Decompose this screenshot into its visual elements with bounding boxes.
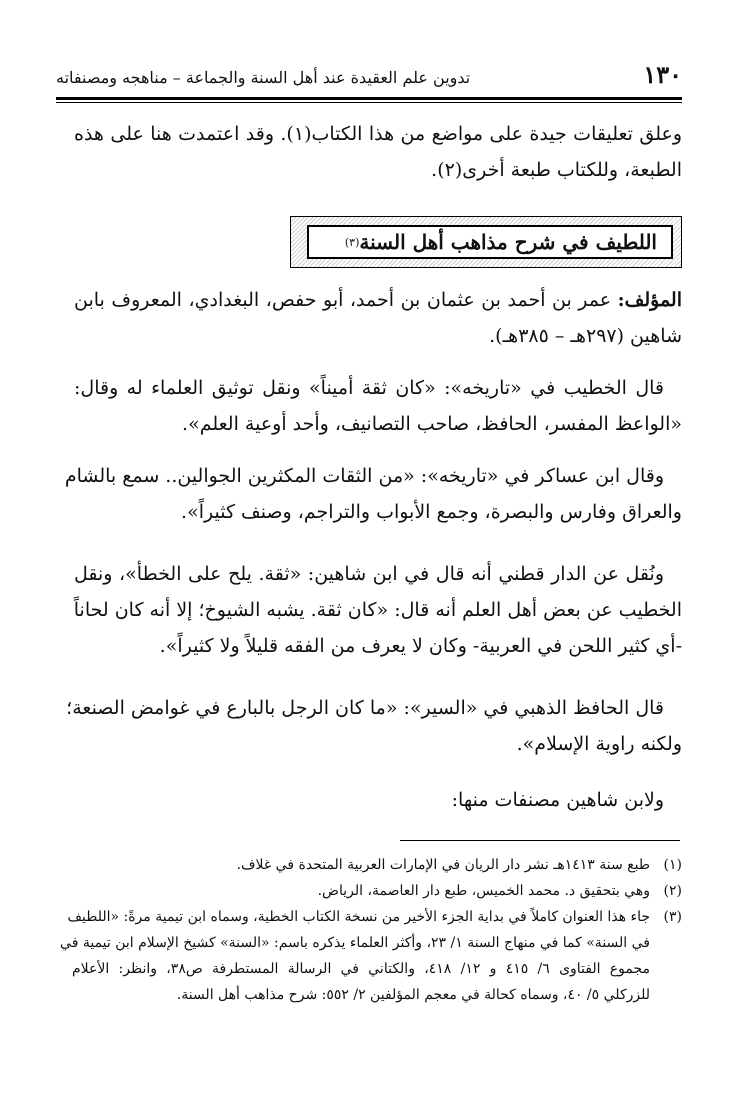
section-title [307, 225, 673, 259]
footnote-1 [72, 852, 682, 878]
footnote-text: جاء هذا العنوان كاملاً في بداية الجزء الأخير من نسخة الكتاب الخطية، وسماه ابن تيمية مرةً: «اللطيف [67, 909, 650, 925]
paragraph-daraqutni [74, 556, 682, 664]
author-name: عمر بن أحمد بن عثمان بن أحمد، أبو حفص، البغدادي، المعروف بابن [74, 289, 618, 311]
paragraph-works [74, 782, 682, 818]
footnotes [60, 852, 682, 1008]
paragraph-ibn-asakir [64, 458, 682, 530]
footnote-text: طبع سنة ١٤١٣هـ نشر دار الريان في الإمارات العربية المتحدة في غلاف. [236, 857, 650, 873]
paragraph-khatib [74, 370, 682, 442]
text-line: ولكنه راوية الإسلام». [516, 733, 682, 755]
text-line: «الواعظ المفسر، الحافظ، صاحب التصانيف، وأحد أوعية العلم». [182, 413, 682, 435]
header-rule-thick [56, 97, 682, 100]
text-line: وقال ابن عساكر في «تاريخه»: «من الثقات المكثرين الجوالين.. سمع بالشام [64, 465, 664, 487]
section-title-text: اللطيف في شرح مذاهب أهل السنة [359, 230, 657, 254]
footnote-text: للزركلي ٥/ ٤٠، وسماه كحالة في معجم المؤلفين ٢/ ٥٥٢: شرح مذاهب أهل السنة. [176, 987, 650, 1003]
text-line: قال الحافظ الذهبي في «السير»: «ما كان الرجل بالبارع في غوامض الصنعة؛ [66, 697, 664, 719]
page-header [56, 60, 682, 98]
footnote-marker: (٣) [344, 235, 360, 249]
running-head: تدوين علم العقيدة عند أهل السنة والجماعة – مناهجه ومصنفاته [56, 68, 471, 87]
text-line: ونُقل عن الدار قطني أنه قال في ابن شاهين: «ثقة. يلح على الخطأ»، ونقل [74, 563, 664, 585]
paragraph-dhahabi [66, 690, 682, 762]
header-rule-thin [56, 102, 682, 103]
footnote-text: في السنة» كما في منهاج السنة ١/ ٢٣، وأكثر العلماء يذكره باسم: «السنة» كشيخ الإسلام ابن تيمية في [60, 935, 650, 951]
footnote-separator [400, 840, 680, 841]
intro-paragraph [74, 116, 682, 188]
text-line: والعراق وفارس والبصرة، وجمع الأبواب والتراجم، وصنف كثيراً». [181, 501, 682, 523]
text-line: -أي كثير اللحن في العربية- وكان لا يعرف من الفقه قليلاً ولا كثيراً». [159, 635, 682, 657]
footnote-text: وهي بتحقيق د. محمد الخميس، طبع دار العاصمة، الرياض. [317, 883, 650, 899]
author-dates: شاهين (٢٩٧هـ – ٣٨٥هـ). [489, 325, 682, 347]
text-line: ولابن شاهين مصنفات منها: [451, 789, 664, 811]
section-title-box [290, 216, 682, 268]
footnote-number: (٢) [663, 883, 682, 899]
footnote-number: (٣) [663, 909, 682, 925]
text-line: الخطيب عن بعض أهل العلم أنه قال: «كان ثقة. يشبه الشيوخ؛ إلا أنه كان لحاناً [73, 599, 682, 621]
author-paragraph [74, 282, 682, 354]
footnote-number: (١) [663, 857, 682, 873]
footnote-3 [67, 904, 682, 930]
text-line: قال الخطيب في «تاريخه»: «كان ثقة أميناً» ونقل توثيق العلماء له وقال: [74, 377, 664, 399]
page-number: ١٣٠ [643, 60, 682, 89]
author-line [74, 282, 682, 318]
author-label: المؤلف: [617, 289, 682, 311]
text-line: الطبعة، وللكتاب طبعة أخرى(٢). [431, 159, 682, 181]
text-line: وعلق تعليقات جيدة على مواضع من هذا الكتاب(١). وقد اعتمدت هنا على هذه [74, 123, 683, 145]
footnote-2 [72, 878, 682, 904]
footnote-text: مجموع الفتاوى ٦/ ٤١٥ و ١٢/ ٤١٨، والكتاني في الرسالة المستطرفة ص٣٨، وانظر: الأعلام [72, 961, 651, 977]
